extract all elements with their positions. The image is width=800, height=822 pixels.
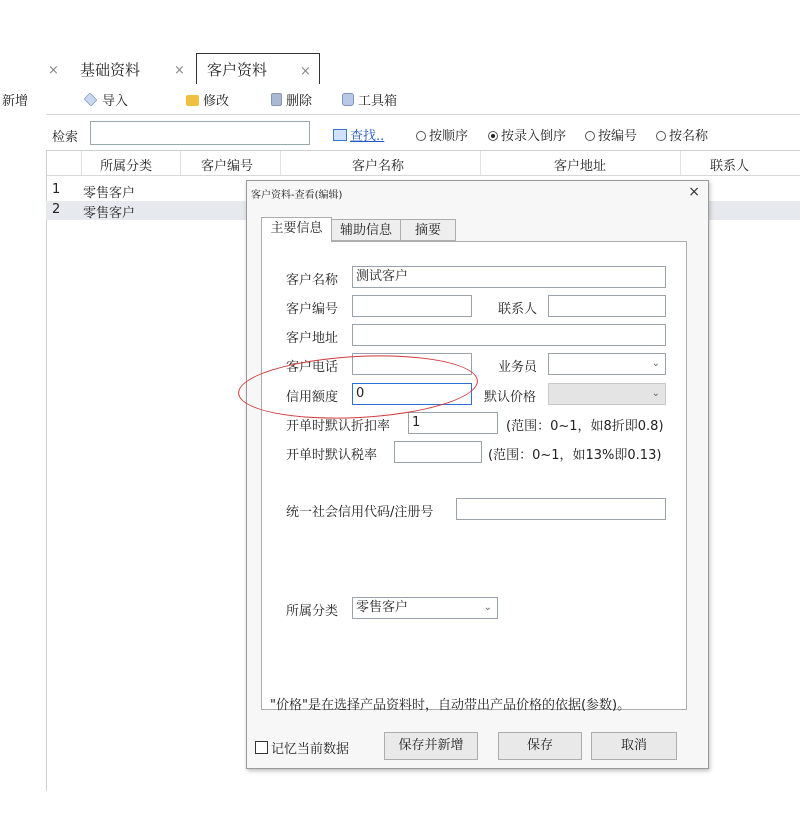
tax-hint: (范围：0~1，如13%即0.13) <box>488 448 662 463</box>
save-and-new-button[interactable]: 保存并新增 <box>384 732 478 760</box>
category-value: 零售客户 <box>356 600 409 615</box>
chevron-down-icon: ⌄ <box>651 358 660 369</box>
tab-close-icon[interactable]: × <box>174 63 185 78</box>
trash-icon <box>271 93 282 106</box>
tab-close-icon[interactable]: × <box>300 64 311 79</box>
chevron-down-icon: ⌄ <box>651 388 660 399</box>
salesman-label: 业务员 <box>498 360 538 375</box>
main-info-panel <box>261 241 687 710</box>
sort-by-name-radio[interactable] <box>656 125 708 144</box>
toolbox-button[interactable] <box>342 90 397 109</box>
grid-left-border <box>46 151 47 791</box>
close-icon[interactable]: × <box>688 184 700 200</box>
contact-field[interactable] <box>548 295 666 317</box>
save-button[interactable]: 保存 <box>498 732 582 760</box>
credit-limit-label: 信用额度 <box>286 390 339 405</box>
default-tax-label: 开单时默认税率 <box>286 448 378 463</box>
contact-label: 联系人 <box>498 302 538 317</box>
customer-code-label: 客户编号 <box>286 302 339 317</box>
toolbox-label: 工具箱 <box>358 94 398 109</box>
import-label: 导入 <box>102 94 129 109</box>
customer-name-field[interactable]: 测试客户 <box>352 266 666 288</box>
tab-summary[interactable]: 摘要 <box>400 219 456 241</box>
remember-data-checkbox[interactable] <box>255 738 349 757</box>
customer-address-field[interactable] <box>352 324 666 346</box>
new-button[interactable]: 新增 <box>2 94 29 109</box>
radio-icon <box>585 131 595 141</box>
customer-address-label: 客户地址 <box>286 331 339 346</box>
row-number: 2 <box>52 202 61 217</box>
default-price-label: 默认价格 <box>484 390 537 405</box>
sort-by-order-radio[interactable] <box>416 125 468 144</box>
customer-name-label: 客户名称 <box>286 273 339 288</box>
default-discount-field[interactable]: 1 <box>408 412 498 434</box>
column-divider <box>280 151 281 175</box>
chevron-down-icon: ⌄ <box>483 602 492 613</box>
database-icon <box>342 93 354 106</box>
radio-label: 按编号 <box>598 129 638 144</box>
grid-header <box>46 151 800 176</box>
find-link[interactable] <box>333 125 384 144</box>
tab-customer-data[interactable] <box>196 53 320 84</box>
column-divider <box>81 151 82 175</box>
default-discount-label: 开单时默认折扣率 <box>286 419 391 434</box>
credit-limit-field[interactable]: 0 <box>352 383 472 405</box>
cancel-button[interactable]: 取消 <box>591 732 677 760</box>
uscc-field[interactable] <box>456 498 666 520</box>
import-icon <box>84 93 98 107</box>
edit-button[interactable] <box>186 90 229 109</box>
checkbox-icon <box>255 741 268 754</box>
row-number: 1 <box>52 182 61 197</box>
search-bar <box>46 118 800 151</box>
category-label: 所属分类 <box>286 604 339 619</box>
customer-phone-label: 客户电话 <box>286 360 339 375</box>
default-tax-field[interactable] <box>394 441 482 463</box>
column-header-code[interactable]: 客户编号 <box>201 159 254 174</box>
radio-icon <box>656 131 666 141</box>
column-header-category[interactable]: 所属分类 <box>100 159 153 174</box>
column-header-address[interactable]: 客户地址 <box>554 159 607 174</box>
row-category: 零售客户 <box>83 186 136 201</box>
radio-icon <box>416 131 426 141</box>
radio-selected-icon <box>488 131 498 141</box>
column-header-contact[interactable]: 联系人 <box>710 159 750 174</box>
find-icon <box>333 129 347 141</box>
edit-icon <box>186 95 199 106</box>
delete-label: 删除 <box>286 94 313 109</box>
toolbar <box>0 88 800 110</box>
tab-basic-data[interactable]: 基础资料 <box>80 61 141 79</box>
customer-phone-field[interactable] <box>352 353 472 375</box>
toolbar-divider <box>46 114 800 115</box>
row-category: 零售客户 <box>83 206 136 221</box>
delete-button[interactable] <box>271 90 312 109</box>
price-note: "价格"是在选择产品资料时，自动带出产品价格的依据(参数)。 <box>270 698 631 713</box>
column-header-name[interactable]: 客户名称 <box>352 159 405 174</box>
sort-by-entry-desc-radio[interactable] <box>488 125 566 144</box>
search-input[interactable] <box>90 121 310 145</box>
dialog-title: 客户资料-查看(编辑) <box>251 190 343 201</box>
tab-close-icon[interactable]: × <box>48 63 59 78</box>
column-divider <box>480 151 481 175</box>
import-button[interactable] <box>83 90 128 109</box>
column-divider <box>680 151 681 175</box>
discount-hint: (范围：0~1，如8折即0.8) <box>506 419 664 434</box>
column-divider <box>180 151 181 175</box>
find-label: 查找.. <box>350 129 385 144</box>
radio-label: 按录入倒序 <box>501 129 567 144</box>
salesman-select[interactable] <box>548 353 666 375</box>
remember-label: 记忆当前数据 <box>271 742 350 757</box>
tab-bar <box>0 55 800 85</box>
radio-label: 按顺序 <box>429 129 469 144</box>
customer-code-field[interactable] <box>352 295 472 317</box>
radio-label: 按名称 <box>669 129 709 144</box>
edit-label: 修改 <box>203 94 230 109</box>
uscc-label: 统一社会信用代码/注册号 <box>286 505 434 520</box>
tab-customer-label: 客户资料 <box>207 61 268 79</box>
category-select[interactable] <box>352 597 498 619</box>
default-price-select[interactable] <box>548 383 666 405</box>
tab-main-info[interactable]: 主要信息 <box>261 217 332 242</box>
tab-aux-info[interactable]: 辅助信息 <box>331 219 401 241</box>
customer-edit-dialog <box>246 180 709 769</box>
search-label: 检索 <box>52 130 79 145</box>
sort-by-code-radio[interactable] <box>585 125 637 144</box>
